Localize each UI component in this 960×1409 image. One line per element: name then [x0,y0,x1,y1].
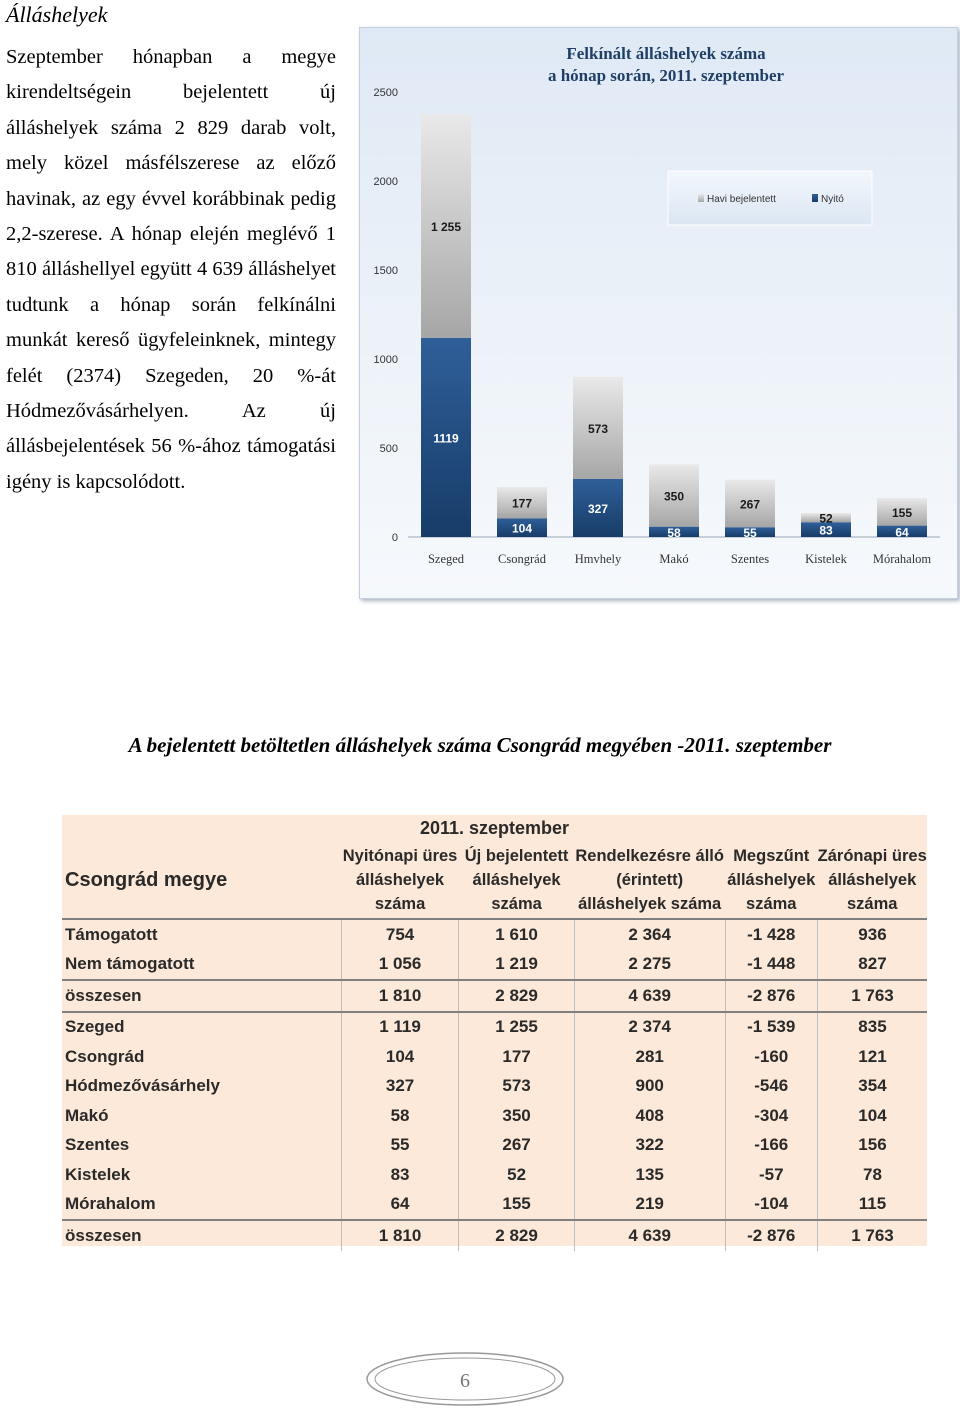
table-cell: 1 255 [459,1012,575,1043]
table-cell: 156 [817,1131,927,1161]
table-cell: 1 763 [817,1220,927,1251]
chart-title-line2: a hónap során, 2011. szeptember [547,66,785,85]
header-line: Nyitónapi üres [342,846,458,865]
table-cell: 835 [817,1012,927,1043]
x-category-label: Szentes [730,552,770,566]
table-corner: Csongrád megye [62,841,341,919]
intro-paragraph: Szeptember hónapban a megye kirendeltségein bejelentett új álláshelyek száma 2 829 darab volt, mely közel másfélszerese az előző havinak, az egy évvel korábbinak pedig 2,2-szerese. A hónap elején meglévő 1 810 álláshellyel együtt 4 639 álláshelyet tudtunk a hónap során felkínálni munkát kereső ügyfeleinknek, mintegy felét (2374) Szegeden, 20 %-át Hódmezővásárhelyen. Az új állásbejelentések 56 %-ához támogatási igény is kapcsolódott. [6,46,336,493]
table-column-header [725,841,817,919]
table-cell: 2 829 [459,1220,575,1251]
table-cell: 1 810 [341,1220,459,1251]
table-row [62,980,927,1012]
table-cell: 2 364 [574,919,725,950]
table-cell: -546 [725,1072,817,1102]
table-cell: -2 876 [725,1220,817,1251]
legend-label-nyito: Nyitó [821,194,844,205]
table-cell: 64 [341,1190,459,1221]
table-cell: -160 [725,1042,817,1072]
table-row [62,1220,927,1251]
legend-label-havi: Havi bejelentett [707,194,776,205]
data-table [62,815,927,1246]
header-line: álláshelyek [727,870,816,889]
bar-label-nyito: 327 [587,501,609,516]
table-cell: -104 [725,1190,817,1221]
bar-label-havi: 155 [891,505,913,520]
table-cell: -1 539 [725,1012,817,1043]
table-cell: 827 [817,950,927,981]
bar-label-havi: 350 [663,489,685,504]
row-label: Mórahalom [65,1194,156,1214]
x-category-label: Kistelek [805,552,847,566]
table-cell: 121 [817,1042,927,1072]
table-period: 2011. szeptember [419,817,570,838]
y-tick-label: 1000 [373,354,398,366]
header-line: álláshelyek száma [578,894,722,913]
header-line: álláshelyek [356,870,445,889]
table-cell: 115 [817,1190,927,1221]
table-cell: 2 829 [459,980,575,1012]
row-label: Szentes [65,1135,130,1155]
table-cell: 219 [574,1190,725,1221]
table-cell: 104 [341,1042,459,1072]
section-heading: Álláshelyek [6,2,108,27]
bar-chart [359,27,958,599]
table-cell: -2 876 [725,980,817,1012]
table-cell: 900 [574,1072,725,1102]
bar-label-nyito: 1119 [433,431,459,446]
y-tick-label: 2000 [373,176,398,188]
table-caption: A bejelentett betöltetlen álláshelyek száma Csongrád megyében -2011. szeptember [128,733,832,757]
row-label: Hódmezővásárhely [65,1076,220,1096]
bar-label-havi: 52 [819,511,833,526]
table-cell: 4 639 [574,980,725,1012]
row-label: összesen [62,1220,341,1251]
table-cell: 2 275 [574,950,725,981]
table-cell: 322 [574,1131,725,1161]
row-label: Csongrád [65,1046,145,1066]
table-row [62,1042,927,1072]
table-cell: 78 [817,1160,927,1190]
header-line: száma [374,894,426,913]
page-number: 6 [460,1370,470,1392]
table-cell: 350 [459,1101,575,1131]
table-cell: 55 [341,1131,459,1161]
table-cell: 52 [459,1160,575,1190]
table-cell: 1 119 [341,1012,459,1043]
table-column-header [574,841,725,919]
table-cell: -304 [725,1101,817,1131]
bar-label-havi: 177 [511,496,533,511]
table-cell: 408 [574,1101,725,1131]
table-cell: -1 428 [725,919,817,950]
table-cell: 267 [459,1131,575,1161]
page-number-badge [365,1350,565,1408]
table-cell: -57 [725,1160,817,1190]
table-cell: 104 [817,1101,927,1131]
table-column-header [341,841,459,919]
table-cell: -1 448 [725,950,817,981]
table-row [62,1072,927,1102]
table-cell: 327 [341,1072,459,1102]
x-category-label: Mórahalom [872,552,932,566]
header-line: Zárónapi üres [817,846,927,865]
table-cell: 155 [459,1190,575,1221]
table-cell: 573 [459,1072,575,1102]
table-cell: 135 [574,1160,725,1190]
header-line: Megszűnt [733,846,810,865]
row-label: Makó [65,1105,109,1125]
x-category-label: Szeged [427,552,465,566]
header-line: száma [847,894,898,913]
table-header-row [62,841,927,919]
table-cell: 1 219 [459,950,575,981]
table-column-header [817,841,927,919]
bar-label-nyito: 55 [743,526,757,541]
header-line: álláshelyek [828,870,917,889]
table-cell: 1 810 [341,980,459,1012]
bar-label-nyito: 64 [895,525,909,540]
table-cell: 936 [817,919,927,950]
table-cell: 281 [574,1042,725,1072]
chart-title-line1: Felkínált álláshelyek száma [566,44,766,63]
bar-label-nyito: 83 [819,523,833,538]
row-label: Szeged [65,1017,125,1037]
header-line: (érintett) [616,870,684,889]
y-tick-label: 1500 [373,265,398,277]
bar-label-havi: 267 [739,497,761,512]
row-label: Támogatott [65,924,158,944]
table-cell: 1 056 [341,950,459,981]
table-cell: 754 [341,919,459,950]
header-line: Új bejelentett [464,846,569,865]
y-tick-label: 2500 [373,87,398,99]
legend-swatch-havi [698,194,704,202]
bar-label-havi: 1 255 [430,220,462,235]
legend-swatch-nyito [812,194,818,202]
table-cell: -166 [725,1131,817,1161]
y-tick-label: 0 [391,532,398,544]
row-label: összesen [62,980,341,1012]
table-row [62,1012,927,1043]
x-category-label: Csongrád [498,552,546,566]
bar-label-havi: 573 [587,421,609,436]
table-row [62,950,927,981]
table-cell: 177 [459,1042,575,1072]
table-row [62,919,927,950]
table-cell: 354 [817,1072,927,1102]
y-tick-label: 500 [379,443,398,455]
x-category-label: Makó [659,552,689,566]
header-line: álláshelyek [472,870,561,889]
table-row [62,1131,927,1161]
x-category-label: Hmvhely [574,552,622,566]
header-line: Rendelkezésre álló [575,846,724,865]
table-row [62,1160,927,1190]
row-label: Nem támogatott [62,950,341,981]
bar-label-nyito: 104 [511,521,533,536]
table-cell: 1 610 [459,919,575,950]
table-period-row [62,815,927,841]
table-cell: 58 [341,1101,459,1131]
table-row [62,1101,927,1131]
table-cell: 83 [341,1160,459,1190]
bar-label-nyito: 58 [667,525,681,540]
table-cell: 1 763 [817,980,927,1012]
table-cell: 4 639 [574,1220,725,1251]
header-line: száma [491,894,542,913]
header-line: száma [746,894,797,913]
row-label: Kistelek [65,1164,131,1184]
table-cell: 2 374 [574,1012,725,1043]
table-column-header [459,841,575,919]
chart-svg [360,28,957,598]
table-row [62,1190,927,1221]
